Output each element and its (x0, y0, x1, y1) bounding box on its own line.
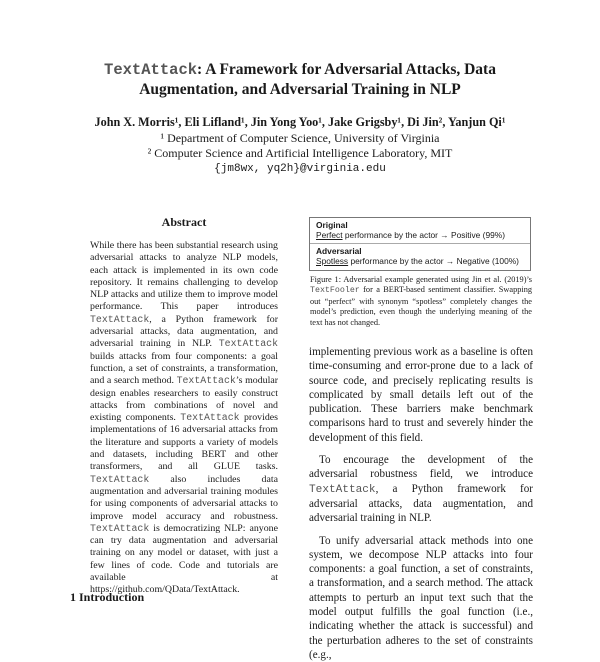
body-paragraph-3: To unify adversarial attack methods into one system, we decompose NLP attacks into four components: a goal function, a set of constraints, a transformation, and a search method. The attack attempts to perturb an input text such that the model output fulfills the goal function (i.e., indicating whether the attack is successful) and the perturbation adheres to the set of constraints (e.g., (309, 534, 533, 661)
title-textattack: TextAttack (104, 61, 198, 79)
affiliation-1: ¹ Department of Computer Science, University of Virginia (160, 131, 440, 145)
author-list: John X. Morris¹, Eli Lifland¹, Jin Yong Yoo¹, Jake Grigsby¹, Di Jin², Yanjun Qi¹ (94, 115, 506, 129)
title-line1: : A Framework for Adversarial Attacks, Data (197, 61, 496, 78)
figure-divider (310, 243, 530, 244)
figure-1-box (309, 217, 531, 271)
figure-adversarial-line: Spotless performance by the actor → Negative (100%) (316, 256, 519, 266)
left-column (90, 215, 278, 597)
figure-1-caption: Figure 1: Adversarial example generated using Jin et al. (2019)’s TextFooler for a BERT-based sentiment classifier. Swapping out “perfect” with synonym “spotless” completely changes the model’s prediction, even though the underlying meaning of the text has not changed. (310, 275, 532, 327)
email: {jm8wx, yq2h}@virginia.edu (214, 163, 386, 175)
body-paragraph-2: To encourage the development of the adversarial robustness field, we introduce TextAttack, a Python framework for adversarial attacks, data augmentation, and adversarial training in NLP. (309, 454, 533, 525)
abstract-body: While there has been substantial research using adversarial attacks to analyze NLP models, each attack is implemented in its own code repository. It remains challenging to develop NLP attacks and utilize them to improve model performance. This paper introduces TextAttack, a Python framework for adversarial attacks, data augmentation, and adversarial training in NLP. TextAttack builds attacks from four components: a goal function, a set of constraints, a transformation, and a search method. TextAttack’s modular design enables researchers to easily construct attacks from combinations of novel and existing components. TextAttack provides implementations of 16 adversarial attacks from the literature and supports a variety of models and datasets, including BERT and other transformers, and all GLUE tasks. TextAttack also includes data augmentation and adversarial training modules for using components of adversarial attacks to improve model accuracy and robustness. TextAttack is democratizing NLP: anyone can try data augmentation and adversarial training on any model or dataset, with just a few lines of code. Code and tutorials are available at https://github.com/QData/TextAttack. (90, 240, 278, 596)
section-introduction-heading: 1 Introduction (70, 590, 145, 604)
title-line2: Augmentation, and Adversarial Training in NLP (139, 81, 461, 98)
figure-adversarial-label: Adversarial (316, 246, 362, 256)
body-paragraph-1: implementing previous work as a baseline is often time-consuming and error-prone due to a lack of source code, and precisely replicating results is complicated by small details left out of the publication. These barriers make benchmark comparisons hard to trust and severely hinder the development of this field. (309, 346, 533, 444)
paper-title (0, 60, 600, 99)
right-column (309, 345, 533, 662)
affiliation-2: ² Computer Science and Artificial Intelligence Laboratory, MIT (147, 146, 453, 160)
abstract-heading: Abstract (161, 215, 207, 229)
figure-original-label: Original (316, 220, 348, 230)
figure-original-line: Perfect performance by the actor → Positive (99%) (316, 230, 505, 240)
